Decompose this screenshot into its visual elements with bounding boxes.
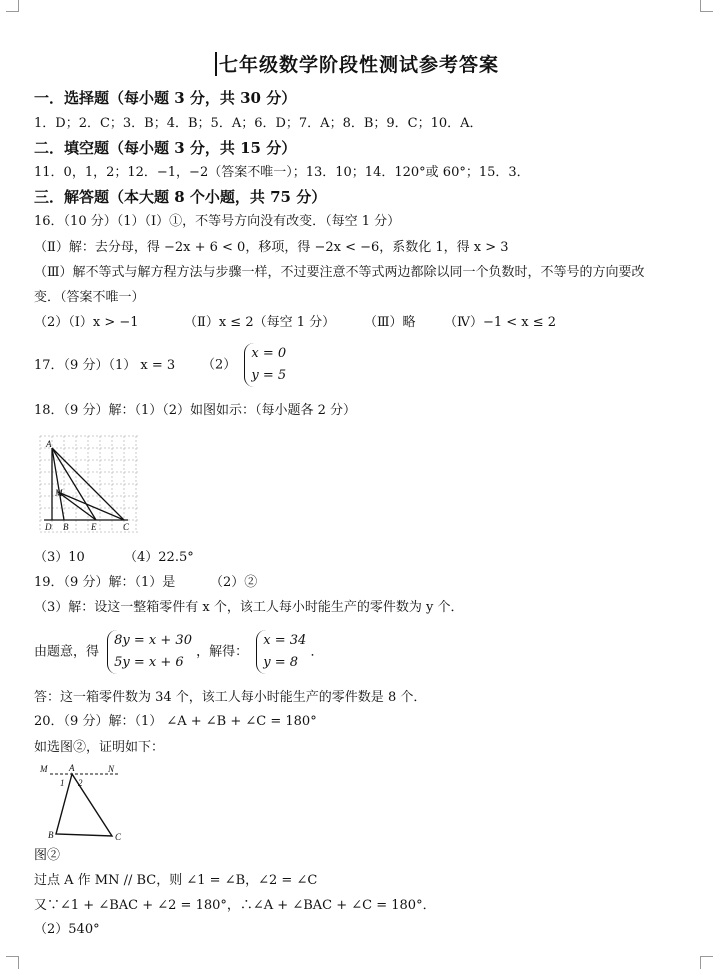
q20-part2: （2）540° xyxy=(34,922,100,937)
q19-eq-2: 5y = x + 6 xyxy=(114,655,184,670)
q19-part3: （3）解：设这一整箱零件有 x 个，该工人每小时能生产的零件数为 y 个． xyxy=(34,600,464,615)
q19-period: ． xyxy=(310,644,324,660)
q18-intro: 18．（9 分）解：（1）（2）如图如示：（每小题各 2 分） xyxy=(34,403,357,418)
q17-eq-x: x = 0 xyxy=(251,346,287,361)
q16-answer-ii: （Ⅱ）x ≤ 2（每空 1 分） xyxy=(184,315,336,330)
triangle-parallel-svg xyxy=(36,762,136,844)
q19-part2: （2）② xyxy=(210,575,258,590)
fig2-label-c: C xyxy=(115,832,122,842)
section-2-answers: 11．0，1，2；12．−1，−2（答案不唯一）；13．10；14．120°或 60°；15．3． xyxy=(34,165,530,180)
text-cursor xyxy=(215,52,217,76)
q19-eq-1: 8y = x + 30 xyxy=(114,633,192,648)
crop-mark-top-right xyxy=(700,0,713,12)
q16-answer-i: （2）（Ⅰ）x > −1 xyxy=(34,315,139,330)
section-1-answers: 1．D；2．C；3．B；4．B；5．A；6．D；7．A；8．B；9．C；10．A． xyxy=(34,116,483,131)
fig-label-c: C xyxy=(123,522,130,532)
fig-label-e: E xyxy=(91,522,97,532)
q17-part1: 17．（9 分）（1） x = 3 xyxy=(34,358,176,373)
fig2-label-m: M xyxy=(40,764,48,774)
fig-label-m: M xyxy=(55,488,63,498)
q20-figure-caption: 图② xyxy=(34,848,61,863)
fig2-label-n: N xyxy=(108,764,115,774)
q17-system-brace xyxy=(244,343,286,387)
q16-answer-iii: （Ⅲ）略 xyxy=(364,315,416,330)
fig2-label-a: A xyxy=(69,763,75,773)
q18-answer-4: （4）22.5° xyxy=(124,550,194,565)
q19-part1: 19．（9 分）解：（1）是 xyxy=(34,575,176,590)
crop-mark-top-left xyxy=(6,0,19,12)
q19-system-brace xyxy=(107,630,192,674)
q19-conclusion: 答：这一箱零件数为 34 个，该工人每小时能生产的零件数是 8 个． xyxy=(34,690,427,705)
crop-mark-bottom-left xyxy=(6,956,19,969)
q20-triangle-figure xyxy=(36,762,136,848)
q17-eq-y: y = 5 xyxy=(251,368,287,383)
q16-part3: （Ⅲ）解不等式与解方程方法与步骤一样，不过要注意不等式两边都除以同一个负数时，不等号的方向要改 xyxy=(34,265,645,280)
grid-triangle-svg xyxy=(38,432,144,540)
page-title-text: 七年级数学阶段性测试参考答案 xyxy=(219,54,500,76)
section-2-heading: 二．填空题（每小题 3 分，共 15 分） xyxy=(34,139,297,157)
section-3-heading: 三．解答题（本大题 8 个小题，共 75 分） xyxy=(34,188,327,206)
fig2-label-b: B xyxy=(48,830,54,840)
q19-solve-label: ，解得： xyxy=(196,644,249,660)
q19-sol-y: y = 8 xyxy=(263,655,299,670)
q16-part2: （Ⅱ）解：去分母，得 −2x + 6 < 0，移项，得 −2x < −6，系数化 1，得 x > 3 xyxy=(34,240,509,255)
crop-mark-bottom-right xyxy=(700,956,713,969)
page-title xyxy=(215,50,499,77)
q20-proof-intro: 如选图②，证明如下： xyxy=(34,740,165,755)
q16-part1: 16．（10 分）（1）（Ⅰ）①，不等号方向没有改变．（每空 1 分） xyxy=(34,214,401,229)
q17-part2-label: （2） xyxy=(202,357,237,373)
fig-label-d: D xyxy=(45,522,52,532)
q19-sol-x: x = 34 xyxy=(263,633,307,648)
q20-proof-step2: 又∵∠1 + ∠BAC + ∠2 = 180°，∴∠A + ∠BAC + ∠C = 180°． xyxy=(34,898,436,913)
fig2-angle-1: 1 xyxy=(60,778,65,788)
q19-setup-label: 由题意，得 xyxy=(34,644,100,660)
fig-label-a: A xyxy=(46,439,52,449)
q19-solution-brace xyxy=(256,630,306,674)
q18-answer-3: （3）10 xyxy=(34,550,85,565)
section-1-heading: 一．选择题（每小题 3 分，共 30 分） xyxy=(34,89,297,107)
q16-answer-iv: （Ⅳ）−1 < x ≤ 2 xyxy=(444,315,557,330)
q16-part3-cont: 变．（答案不唯一） xyxy=(34,290,145,305)
q17-part2 xyxy=(202,343,286,387)
q20-part1: 20．（9 分）解：（1） ∠A + ∠B + ∠C = 180° xyxy=(34,714,317,729)
q18-grid-figure xyxy=(38,432,144,544)
fig2-angle-2: 2 xyxy=(78,778,83,788)
fig-label-b: B xyxy=(63,522,69,532)
q20-proof-step1: 过点 A 作 MN // BC，则 ∠1 = ∠B，∠2 = ∠C xyxy=(34,873,318,888)
q19-equations xyxy=(34,630,323,674)
